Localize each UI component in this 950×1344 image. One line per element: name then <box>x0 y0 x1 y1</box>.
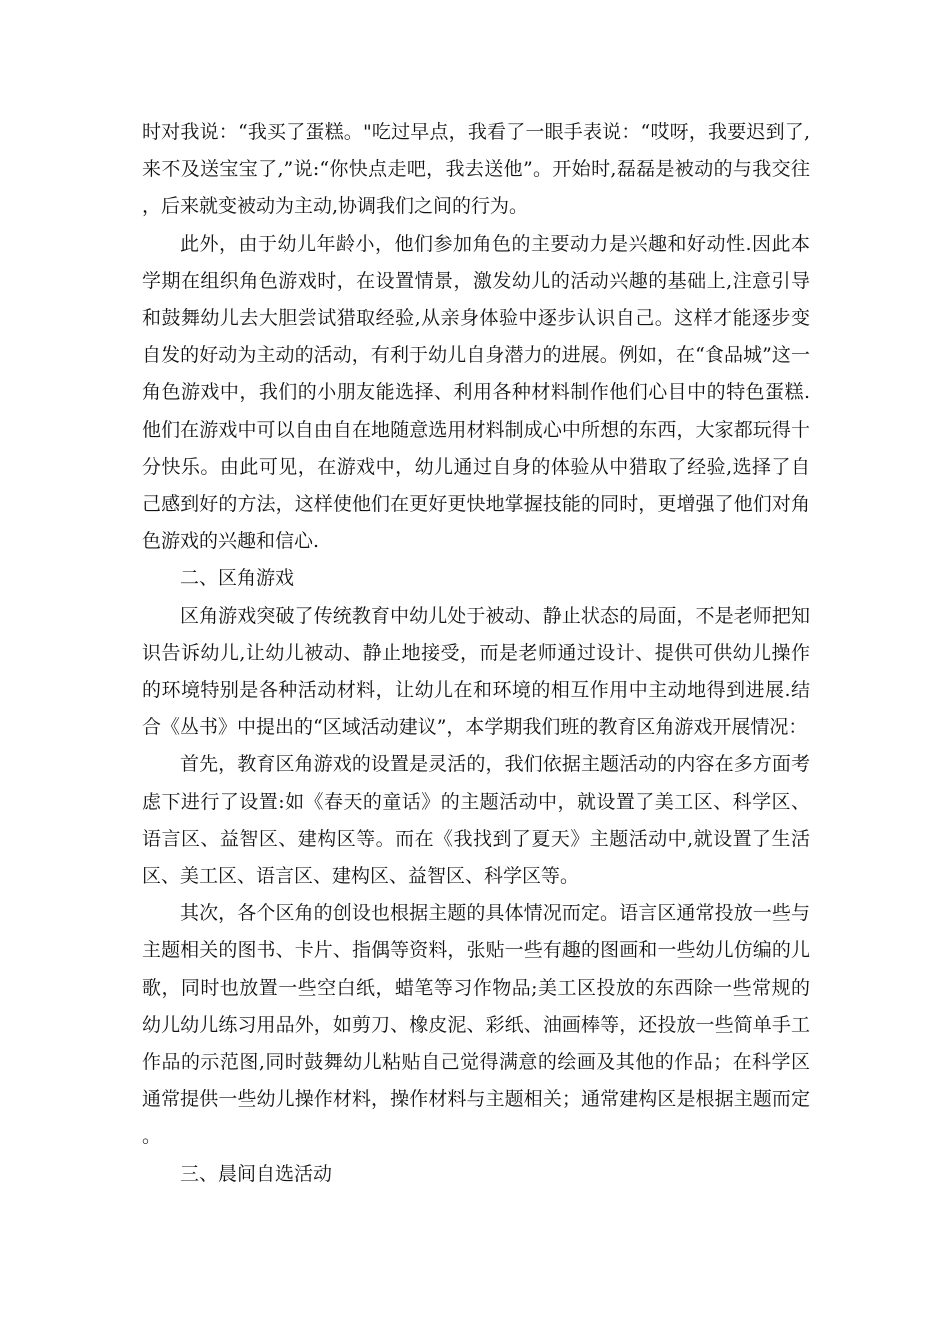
section-heading-morning-activities: 三、晨间自选活动 <box>180 1162 333 1185</box>
section-heading-corner-games: 二、区角游戏 <box>180 567 295 590</box>
paragraph-corner-setup: 首先，教育区角游戏的设置是灵活的，我们依据主题活动的内容在多方面考虑下进行了设置:如《春天的童话》的主题活动中，就设置了美工区、科学区、语言区、益智区、建构区等。而在《我找到了夏天》主题活动中,就设置了生活区、美工区、语言区、建构区、益智区、科学区等。 <box>142 753 810 888</box>
paragraph-corner-materials: 其次，各个区角的创设也根据主题的具体情况而定。语言区通常投放一些与主题相关的图书、卡片、指偶等资料，张贴一些有趣的图画和一些幼儿仿编的儿歌，同时也放置一些空白纸，蜡笔等习作物品;美工区投放的东西除一些常规的幼儿幼儿练习用品外，如剪刀、橡皮泥、彩纸、油画棒等，还投放一些简单手工作品的示范图,同时鼓舞幼儿粘贴自己觉得满意的绘画及其他的作品；在科学区通常提供一些幼儿操作材料，操作材料与主题相关；通常建构区是根据主题而定。 <box>142 902 810 1148</box>
document-body <box>142 114 810 1193</box>
paragraph-continuation: 时对我说：“我买了蛋糕。"吃过早点，我看了一眼手表说：“哎呀，我要迟到了,来不及送宝宝了,”说:“你快点走吧，我去送他”。开始时,磊磊是被动的与我交往，后来就变被动为主动,协调我们之间的行为。 <box>142 121 810 218</box>
paragraph-corner-games-intro: 区角游戏突破了传统教育中幼儿处于被动、静止状态的局面，不是老师把知识告诉幼儿,让幼儿被动、静止地接受，而是老师通过设计、提供可供幼儿操作的环境特别是各种活动材料，让幼儿在和环境的相互作用中主动地得到进展.结合《丛书》中提出的“区域活动建议”，本学期我们班的教育区角游戏开展情况： <box>142 604 810 739</box>
paragraph-role-play-motivation: 此外，由于幼儿年龄小，他们参加角色的主要动力是兴趣和好动性.因此本学期在组织角色游戏时，在设置情景，激发幼儿的活动兴趣的基础上,注意引导和鼓舞幼儿去大胆尝试猎取经验,从亲身体验中逐步认识自己。这样才能逐步变自发的好动为主动的活动，有利于幼儿自身潜力的进展。例如，在“食品城”这一角色游戏中，我们的小朋友能选择、利用各种材料制作他们心目中的特色蛋糕.他们在游戏中可以自由自在地随意选用材料制成心中所想的东西，大家都玩得十分快乐。由此可见，在游戏中，幼儿通过自身的体验从中猎取了经验,选择了自己感到好的方法，这样使他们在更好更快地掌握技能的同时，更增强了他们对角色游戏的兴趣和信心. <box>142 232 810 553</box>
